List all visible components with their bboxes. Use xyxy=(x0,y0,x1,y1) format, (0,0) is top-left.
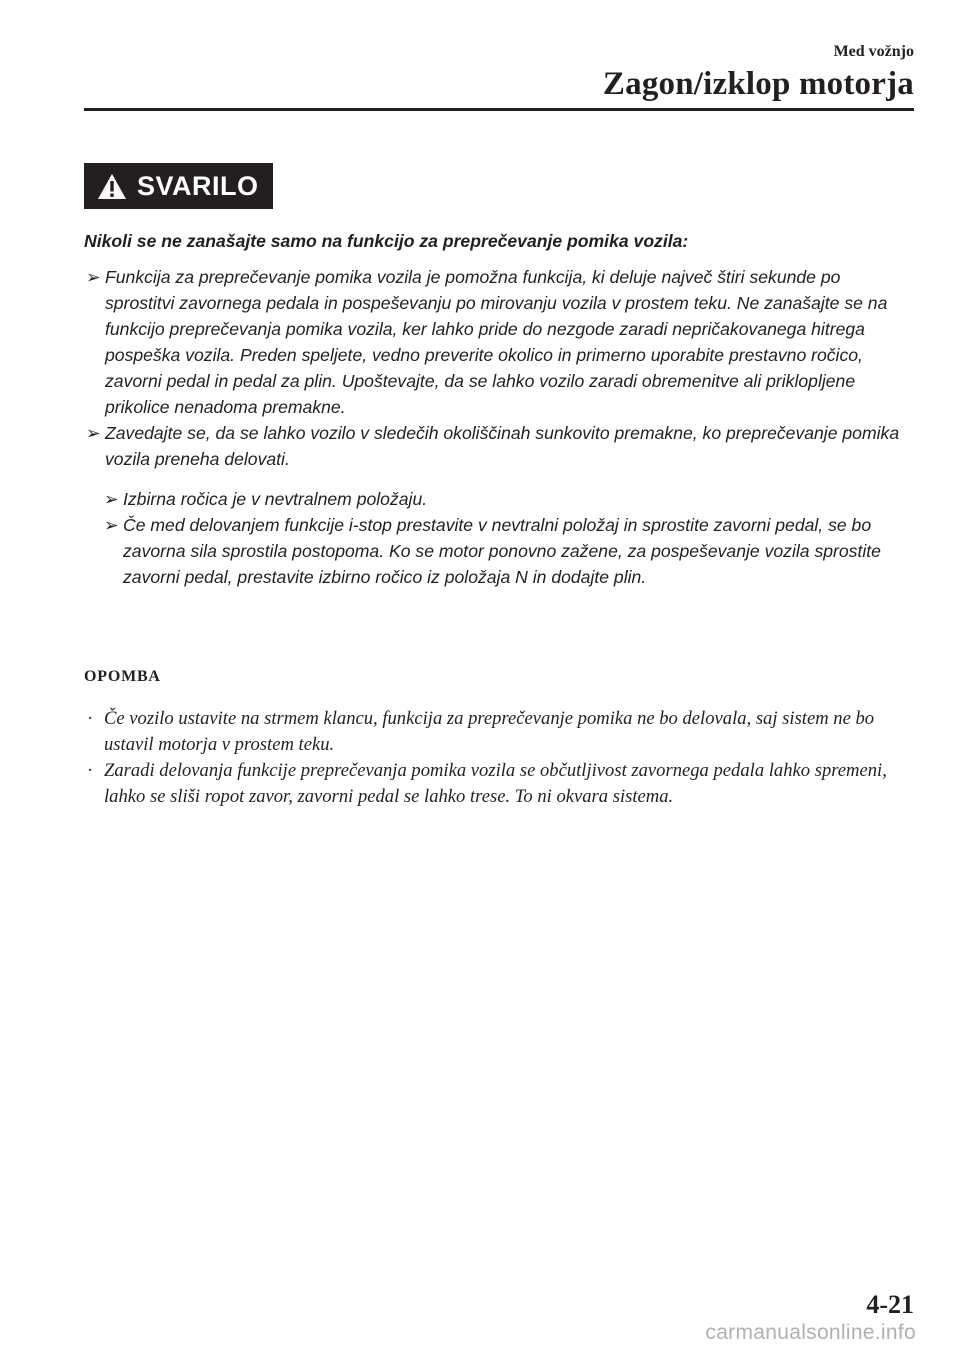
note-section xyxy=(84,664,914,810)
page-number: 4-21 xyxy=(866,1290,914,1319)
warning-subitems xyxy=(84,486,914,590)
warning-content xyxy=(84,228,914,590)
warning-subitem xyxy=(102,486,914,512)
chapter-title: Zagon/izklop motorja xyxy=(602,66,914,102)
dot-bullet-icon: · xyxy=(87,760,94,781)
arrow-bullet-icon: ➢ xyxy=(104,515,119,535)
warning-item-text: Funkcija za preprečevanje pomika vozila je pomožna funkcija, ki deluje največ štiri sekunde po sprostitvi zavornega pedala in pospeševanju po mirovanju vozila v prostem teku. Ne zanašajte se na funkcijo preprečevanja pomika vozila, ker lahko pride do nezgode zaradi nepričakovanega hitrega pospeška vozila. Preden speljete, vedno preverite okolico in primerno uporabite prestavno ročico, zavorni pedal in pedal za plin. Upoštevajte, da se lahko vozilo zaradi obremenitve ali priklopljene prikolice nenadoma premakne. xyxy=(105,267,888,417)
note-item xyxy=(84,706,914,758)
note-item-text: Če vozilo ustavite na strmem klancu, funkcija za preprečevanje pomika ne bo delovala, saj sistem ne bo ustavil motorja v prostem teku. xyxy=(104,708,875,755)
warning-item-text: Zavedajte se, da se lahko vozilo v sledečih okoliščinah sunkovito premakne, ko preprečevanje pomika vozila preneha delovati. xyxy=(105,423,900,469)
arrow-bullet-icon: ➢ xyxy=(104,489,119,509)
warning-item xyxy=(84,264,914,420)
header-divider xyxy=(84,108,914,111)
note-item-text: Zaradi delovanja funkcije preprečevanja pomika vozila se občutljivost zavornega pedala lahko spremeni, lahko se sliši ropot zavor, zavorni pedal se lahko trese. To ni okvara sistema. xyxy=(104,760,887,807)
warning-triangle-icon xyxy=(97,173,127,200)
watermark-link[interactable]: carmanualsonline.info xyxy=(705,1321,916,1344)
warning-item xyxy=(84,420,914,472)
page-header xyxy=(603,0,914,103)
warning-badge xyxy=(84,163,273,209)
warning-subitem-text: Izbirna ročica je v nevtralnem položaju. xyxy=(123,489,428,509)
section-title: Med vožnjo xyxy=(833,43,914,60)
warning-label: SVARILO xyxy=(137,170,259,201)
arrow-bullet-icon: ➢ xyxy=(86,423,101,443)
warning-subitem xyxy=(102,512,914,590)
warning-subitem-text: Če med delovanjem funkcije i-stop prestavite v nevtralni položaj in sprostite zavorni pedal, se bo zavorna sila sprostila postopoma. Ko se motor ponovno zažene, za pospeševanje vozila sprostite zavorni pedal, prestavite izbirno ročico iz položaja N in dodajte plin. xyxy=(123,515,881,587)
dot-bullet-icon: · xyxy=(87,708,94,729)
arrow-bullet-icon: ➢ xyxy=(86,267,101,287)
note-item xyxy=(84,758,914,810)
note-title: OPOMBA xyxy=(84,668,161,685)
warning-lead: Nikoli se ne zanašajte samo na funkcijo za preprečevanje pomika vozila: xyxy=(84,231,689,251)
